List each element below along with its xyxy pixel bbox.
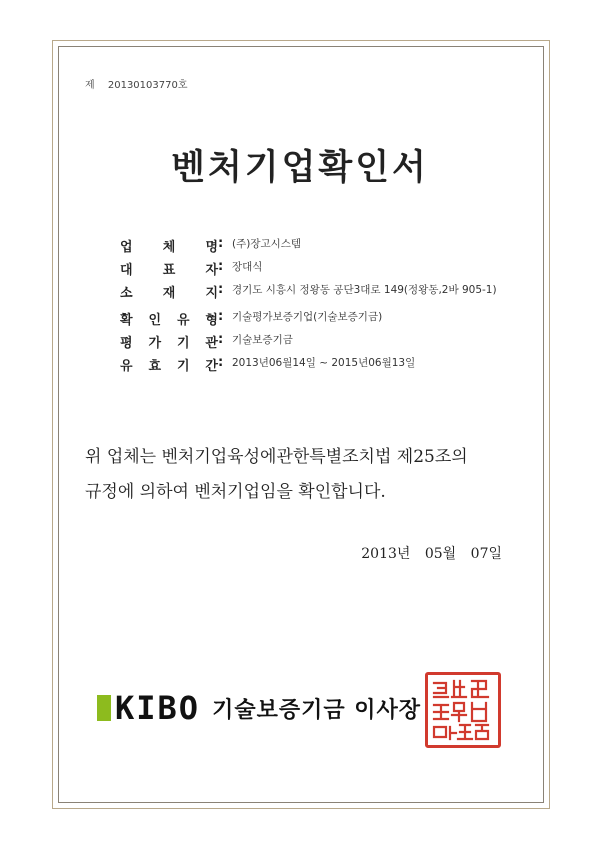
certificate-number <box>85 76 188 91</box>
field-value-representative: 장대식 <box>232 261 263 273</box>
label-char: 지 <box>205 286 218 301</box>
field-row-verification-type <box>120 309 520 332</box>
field-value-validity-period: 2013년06월14일 ~ 2015년06월13일 <box>232 357 416 369</box>
field-label-validity-period <box>120 355 218 374</box>
field-row-address <box>120 282 520 309</box>
label-char: 체 <box>162 240 176 255</box>
document-title: 벤처기업확인서 <box>171 147 429 188</box>
seal-glyphs-icon <box>428 675 498 745</box>
field-value-address: 경기도 시흥시 정왕동 공단3대로 149(정왕동,2바 905-1) <box>232 284 497 296</box>
label-char: 인 <box>148 313 162 328</box>
field-row-validity-period <box>120 355 520 378</box>
field-label-evaluation-agency <box>120 332 218 351</box>
certificate-number-prefix: 제 <box>85 80 95 91</box>
field-value-company: (주)장고시스템 <box>232 238 302 250</box>
statement-line-1: 위 업체는 벤처기업육성에관한특별조치법 제25조의 <box>85 447 468 467</box>
field-row-company <box>120 236 520 259</box>
field-label-company <box>120 236 218 255</box>
label-char: 대 <box>120 263 133 278</box>
field-value-verification-type: 기술평가보증기업(기술보증기금) <box>232 311 383 323</box>
field-label-verification-type <box>120 309 218 328</box>
colon: : <box>218 236 224 251</box>
label-char: 간 <box>205 359 218 374</box>
kibo-logo <box>97 690 200 726</box>
colon: : <box>218 332 224 347</box>
label-char: 가 <box>148 336 162 351</box>
colon: : <box>218 282 224 297</box>
label-char: 명 <box>205 240 218 255</box>
field-row-evaluation-agency <box>120 332 520 355</box>
field-label-representative <box>120 259 218 278</box>
label-char: 유 <box>120 359 133 374</box>
label-char: 표 <box>162 263 176 278</box>
logo-accent-bar <box>97 695 111 721</box>
label-char: 형 <box>205 313 218 328</box>
official-seal-stamp <box>425 672 501 748</box>
label-char: 효 <box>148 359 162 374</box>
label-char: 기 <box>176 336 190 351</box>
colon: : <box>218 309 224 324</box>
field-value-evaluation-agency: 기술보증기금 <box>232 334 293 346</box>
label-char: 평 <box>120 336 133 351</box>
colon: : <box>218 259 224 274</box>
info-table <box>120 236 520 378</box>
field-row-representative <box>120 259 520 282</box>
certification-statement <box>85 440 525 510</box>
label-char: 유 <box>176 313 190 328</box>
certificate-number-value: 20130103770호 <box>107 80 188 91</box>
label-char: 소 <box>120 286 133 301</box>
logo-text: KIBO <box>115 689 201 727</box>
label-char: 재 <box>162 286 176 301</box>
label-char: 업 <box>120 240 133 255</box>
statement-line-2: 규정에 의하여 벤처기업임을 확인합니다. <box>85 482 386 502</box>
label-char: 관 <box>205 336 218 351</box>
colon: : <box>218 355 224 370</box>
label-char: 자 <box>205 263 218 278</box>
field-label-address <box>120 282 218 301</box>
label-char: 확 <box>120 313 133 328</box>
issuer-name: 기술보증기금 이사장 <box>212 697 421 723</box>
issue-date: 2013년 05월 07일 <box>361 546 502 562</box>
label-char: 기 <box>176 359 190 374</box>
issuer-block <box>97 690 421 726</box>
